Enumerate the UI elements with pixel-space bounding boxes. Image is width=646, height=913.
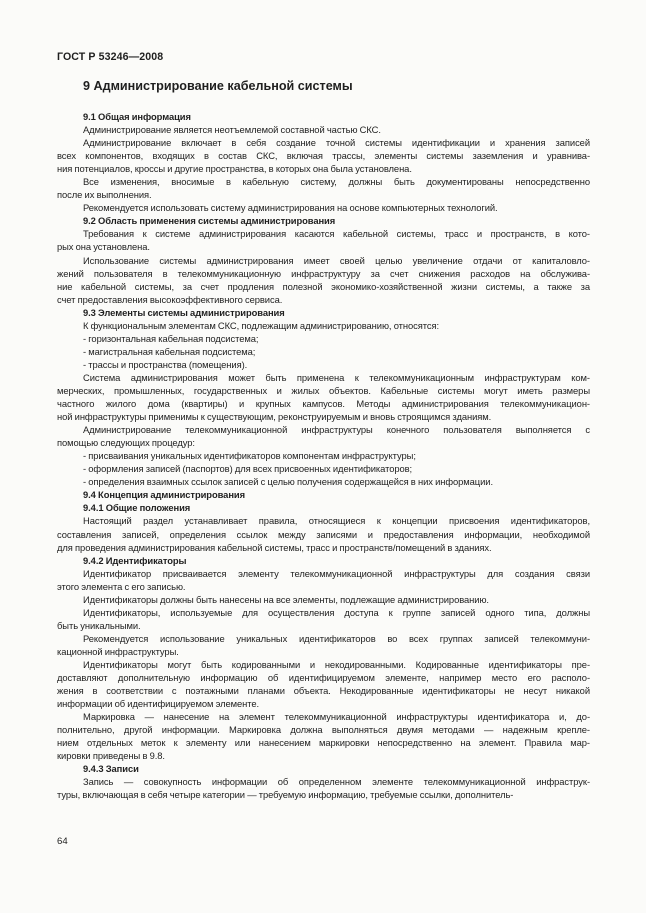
paragraph [57, 567, 590, 593]
paragraph [57, 710, 590, 762]
standard-designation: ГОСТ Р 53246—2008 [57, 51, 164, 63]
list-item [57, 462, 590, 475]
text-line: - оформления записей (паспортов) для всех присвоенных идентификаторов; [83, 463, 413, 475]
text-line: 9.4.1 Общие положения [83, 502, 191, 514]
text-line: - определения взаимных ссылок записей с целью получения содержащейся в них информации. [83, 476, 493, 488]
subsection-heading [57, 554, 590, 567]
text-line: - горизонтальная кабельная подсистема; [83, 332, 259, 344]
text-line: Идентификаторы должны быть нанесены на все элементы, подлежащие администрированию. [83, 593, 489, 605]
section-title: 9 Администрирование кабельной системы [83, 79, 353, 93]
paragraph [57, 606, 590, 632]
text-line: для проведения администрирования кабельной системы, трасс и пространств/помещений в зданиях. [57, 541, 492, 553]
paragraph [57, 136, 590, 175]
text-line: Рекомендуется использование уникальных идентификаторов во всех группах записей телекоммуни- [83, 632, 590, 644]
page-number: 64 [57, 836, 68, 847]
paragraph [57, 227, 590, 253]
text-line: жений пользователя в телекоммуникационную инфраструктуру за счет снижения расходов на обслужива- [57, 267, 590, 279]
text-line: кационной инфраструктуры. [57, 645, 179, 657]
paragraph [57, 319, 590, 332]
text-line: быть уникальными. [57, 619, 141, 631]
body-text [57, 110, 590, 801]
text-line: Маркировка — нанесение на элемент телекоммуникационной инфраструктуры идентификатора и, до- [83, 711, 590, 723]
text-line: 9.4.3 Записи [83, 763, 139, 775]
paragraph [57, 632, 590, 658]
paragraph [57, 658, 590, 710]
text-line: 9.4.2 Идентификаторы [83, 554, 187, 566]
text-line: ние кабельной системы, за счет продления полезной экономико-хозяйственной жизни системы, а также за [57, 280, 590, 292]
text-line: Все изменения, вносимые в кабельную систему, должны быть документированы непосредственно [83, 176, 590, 188]
paragraph [57, 775, 590, 801]
text-line: рых она установлена. [57, 241, 150, 253]
list-item [57, 475, 590, 488]
text-line: 9.4 Концепция администрирования [83, 489, 246, 501]
list-item [57, 345, 590, 358]
text-line: 9.2 Область применения системы администрирования [83, 215, 336, 227]
subsection-heading [57, 501, 590, 514]
text-line: этого элемента с его записью. [57, 580, 186, 592]
paragraph [57, 201, 590, 214]
text-line: всех компонентов, входящих в состав СКС, включая трассы, элементы системы заземления и уравнива- [57, 150, 590, 162]
paragraph [57, 514, 590, 553]
subsection-heading [57, 214, 590, 227]
text-line: Идентификаторы могут быть кодированными и некодированными. Кодированные идентификаторы пре- [83, 658, 590, 670]
text-line: Администрирование включает в себя создание точной системы идентификации и хранения записей [83, 137, 590, 149]
text-line: полнительно, другой информации. Маркировка должна выполняться двумя методами — надежным крепле- [57, 724, 590, 736]
text-line: туры, включающая в себя четыре категории — требуемую информацию, требуемые ссылки, дополнитель- [57, 789, 514, 801]
text-line: К функциональным элементам СКС, подлежащим администрированию, относятся: [83, 319, 440, 331]
paragraph [57, 593, 590, 606]
list-item [57, 358, 590, 371]
text-line: составления записей, определения ссылок между записями и предоставления информации, необходимой [57, 528, 590, 540]
text-line: - присваивания уникальных идентификаторов компонентам инфраструктуры; [83, 450, 416, 462]
text-line: счет предоставления высокоэффективного сервиса. [57, 293, 283, 305]
text-line: кировки приведены в 9.8. [57, 750, 165, 762]
text-line: 9.1 Общая информация [83, 111, 191, 122]
text-line: Администрирование телекоммуникационной инфраструктуры конечного пользователя выполняется с [83, 424, 590, 436]
list-item [57, 332, 590, 345]
text-line: помощью следующих процедур: [57, 437, 195, 449]
subsection-heading [57, 488, 590, 501]
text-line: Администрирование является неотъемлемой составной частью СКС. [83, 124, 381, 136]
text-line: частного жилого дома (квартиры) и крупных кампусов. Методы администрирования телекоммуникацион- [57, 398, 590, 410]
text-line: Использование системы администрирования имеет своей целью увеличение отдачи от капиталовло- [83, 254, 590, 266]
text-line: после их выполнения. [57, 189, 152, 201]
text-line: доставляют дополнительную информацию об идентифицируемом элементе, например место его располо- [57, 672, 590, 684]
text-line: - трассы и пространства (помещения). [83, 358, 248, 370]
text-line: - магистральная кабельная подсистема; [83, 345, 256, 357]
paragraph [57, 371, 590, 423]
paragraph [57, 123, 590, 136]
text-line: мерческих, промышленных, государственных и жилых объектов. Кабельные системы могут иметь размеры [57, 384, 590, 396]
subsection-heading [57, 762, 590, 775]
text-line: ной инфраструктуры применимы к существующим, реконструируемым и вновь строящимся зданиям. [57, 411, 492, 423]
text-line: Система администрирования может быть применена к телекоммуникационным инфраструктурам ком- [83, 371, 590, 383]
list-item [57, 449, 590, 462]
text-line: 9.3 Элементы системы администрирования [83, 306, 285, 318]
paragraph [57, 423, 590, 449]
paragraph [57, 254, 590, 306]
subsection-heading [57, 306, 590, 319]
text-line: Идентификатор присваивается элементу телекоммуникационной инфраструктуры для создания связи [83, 567, 590, 579]
paragraph [57, 175, 590, 201]
text-line: Рекомендуется использовать систему администрирования на основе компьютерных технологий. [83, 202, 498, 214]
text-line: Запись — совокупность информации об определенном элементе телекоммуникационной инфраструк- [83, 776, 590, 788]
text-line: информации об идентифицируемом элементе. [57, 698, 260, 710]
text-line: Идентификаторы, используемые для осуществления доступа к группе записей одного типа, должны [83, 606, 590, 618]
subsection-heading [57, 110, 590, 123]
text-line: ния потенциалов, кроссы и другие пространства, в которых она была установлена. [57, 163, 412, 175]
text-line: Настоящий раздел устанавливает правила, относящиеся к концепции присвоения идентификаторов, [83, 515, 590, 527]
text-line: жения в соответствии с поэтажными планами объекта. Некодированные идентификаторы не несут никакой [57, 685, 590, 697]
text-line: Требования к системе администрирования касаются кабельной системы, трасс и пространств, в кото- [83, 228, 590, 240]
text-line: нием отдельных меток к элементу или нанесением маркировки непосредственно на элемент. Правила мар- [57, 737, 590, 749]
